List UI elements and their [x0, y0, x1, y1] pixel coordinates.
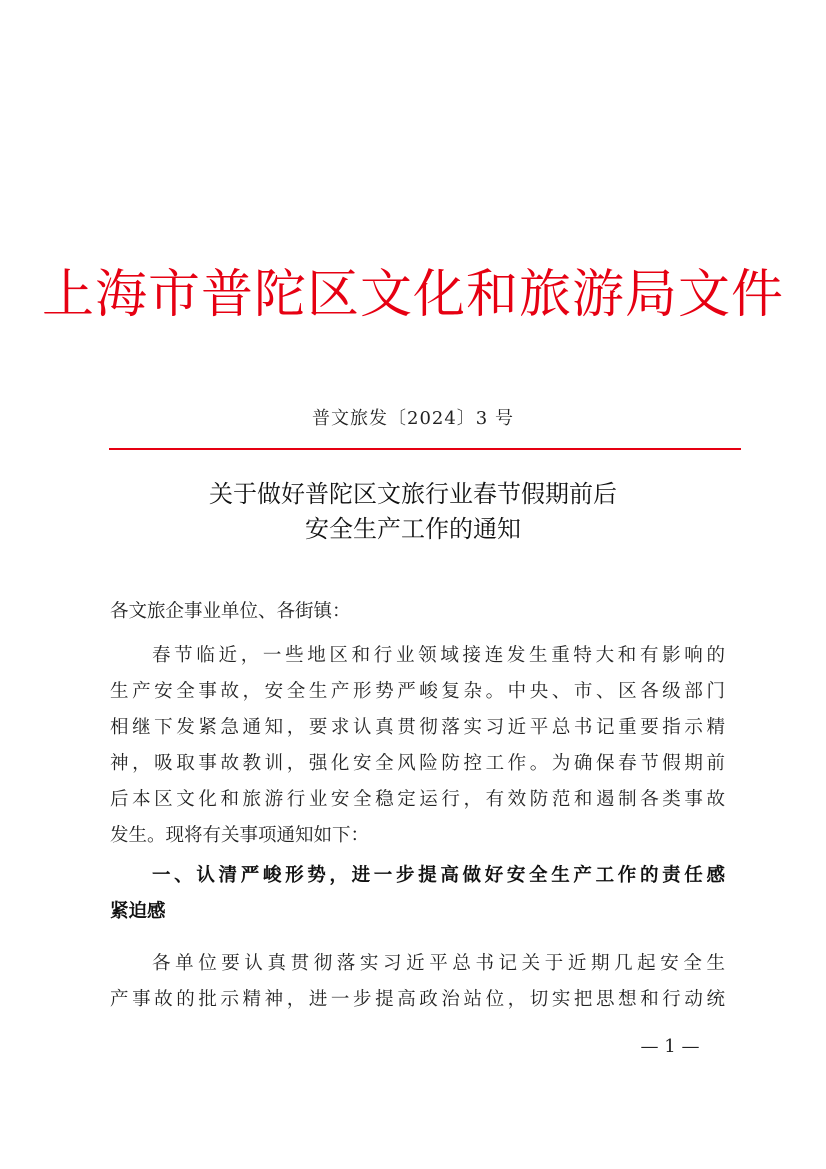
- salutation: 各文旅企事业单位、各街镇：: [110, 601, 351, 622]
- paragraph-2-line: 各单位要认真贯彻落实习近平总书记关于近期几起安全生: [152, 953, 725, 974]
- paragraph-1-line: 后本区文化和旅游行业安全稳定运行，有效防范和遏制各类事故: [110, 789, 725, 810]
- page-number: — 1 —: [640, 1036, 700, 1057]
- section-1-heading-line: 紧迫感: [110, 901, 166, 922]
- paragraph-1-line: 春节临近，一些地区和行业领域接连发生重特大和有影响的: [152, 645, 725, 666]
- section-1-heading-line: 一、认清严峻形势，进一步提高做好安全生产工作的责任感: [152, 865, 725, 886]
- paragraph-1-line: 相继下发紧急通知，要求认真贯彻落实习近平总书记重要指示精: [110, 717, 725, 738]
- notice-title-line-1: 关于做好普陀区文旅行业春节假期前后: [209, 480, 617, 508]
- paragraph-1-line: 生产安全事故，安全生产形势严峻复杂。中央、市、区各级部门: [110, 681, 725, 702]
- masthead-title: 上海市普陀区文化和旅游局文件: [41, 265, 784, 325]
- paragraph-2-line: 产事故的批示精神，进一步提高政治站位，切实把思想和行动统: [110, 989, 725, 1010]
- red-divider-line: [109, 448, 741, 450]
- document-number: 普文旅发〔2024〕3 号: [312, 408, 514, 429]
- paragraph-1-line: 发生。现将有关事项通知如下：: [110, 825, 370, 846]
- notice-title-line-2: 安全生产工作的通知: [305, 515, 521, 543]
- paragraph-1-line: 神，吸取事故教训，强化安全风险防控工作。为确保春节假期前: [110, 753, 725, 774]
